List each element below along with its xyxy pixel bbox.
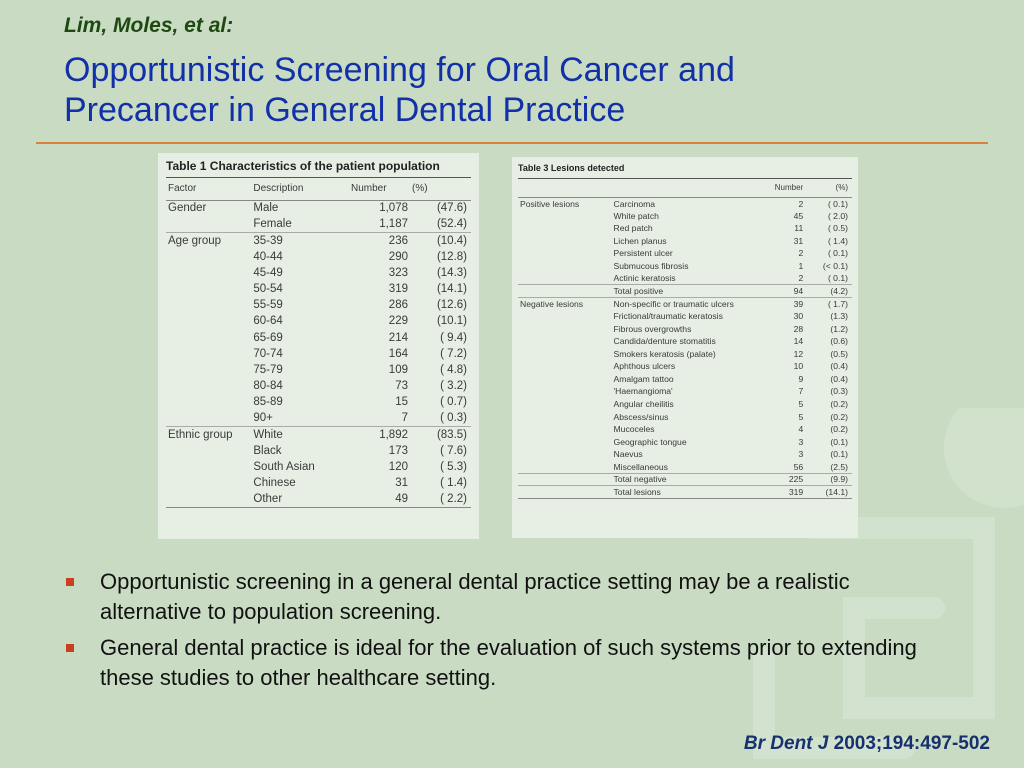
cell-percent: (0.1): [830, 436, 848, 447]
cell-number: 7: [798, 386, 804, 397]
bullet-text: General dental practice is ideal for the evaluation of such systems prior to extending these studies to other healthcare setting.: [100, 635, 917, 690]
cell-label: 55-59: [253, 299, 283, 312]
cell-number: 12: [793, 348, 804, 359]
cell-number: 5: [798, 399, 804, 410]
table-1-caption: Table 1 Characteristics of the patient population: [166, 159, 471, 178]
table-row: [518, 423, 852, 436]
cell-category: Age group: [166, 232, 251, 248]
cell-percent: (14.1): [805, 486, 852, 499]
cell-number: 229: [388, 315, 408, 328]
cell-category: [518, 373, 612, 386]
title-line-1: Opportunistic Screening for Oral Cancer and: [64, 51, 735, 89]
table-3-header-category: [518, 179, 612, 197]
cell-percent: (47.6): [436, 202, 467, 215]
cell-number: 236: [349, 232, 410, 248]
table-row: [518, 360, 852, 373]
cell-category: [166, 265, 251, 281]
table-1: [166, 178, 471, 508]
cell-number: 1: [798, 261, 804, 271]
cell-percent: (0.1): [830, 449, 848, 460]
cell-label: Female: [253, 218, 292, 231]
cell-category: [166, 313, 251, 329]
cell-label: 60-64: [253, 315, 283, 328]
cell-category: [518, 460, 612, 473]
cell-category: [518, 335, 612, 348]
cell-percent: ( 9.4): [440, 331, 467, 344]
cell-label: Carcinoma: [613, 198, 656, 209]
cell-category: [518, 385, 612, 398]
cell-number: 49: [395, 493, 408, 506]
cell-category: [166, 378, 251, 394]
cell-number: 31: [793, 235, 804, 246]
cell-number: 45: [793, 210, 804, 221]
cell-number: 120: [388, 461, 408, 474]
cell-label: Aphthous ulcers: [613, 361, 676, 372]
table-row: [518, 222, 852, 235]
cell-number: 319: [388, 283, 408, 296]
title-divider: [36, 142, 988, 144]
cell-label: 'Haemangioma': [613, 386, 673, 397]
table-1-header-number: Number: [349, 178, 410, 200]
cell-number: 109: [388, 363, 408, 376]
cell-percent: ( 1.7): [805, 297, 852, 310]
table-1-header-row: [166, 178, 471, 200]
table-row: [166, 281, 471, 297]
cell-label: Non-specific or traumatic ulcers: [612, 297, 766, 310]
cell-category: [518, 247, 612, 260]
table-3: [518, 179, 852, 499]
cell-percent: ( 1.4): [827, 235, 848, 246]
cell-number: 56: [793, 461, 804, 472]
table-row: [166, 410, 471, 426]
cell-number: 286: [388, 299, 408, 312]
cell-percent: (0.4): [830, 361, 848, 372]
bullet-square-icon: [66, 644, 74, 652]
table-row: [518, 335, 852, 348]
cell-percent: (0.2): [830, 411, 848, 422]
cell-number: 73: [395, 380, 408, 393]
table-row: [518, 310, 852, 323]
table-row: [166, 443, 471, 459]
cell-label: 70-74: [253, 347, 283, 360]
table-row: [166, 200, 471, 216]
cell-number: 2: [798, 248, 804, 259]
cell-category: [518, 473, 612, 486]
table-row: [166, 346, 471, 362]
cell-label: White patch: [613, 210, 659, 221]
cell-number: 5: [798, 411, 804, 422]
cell-percent: (83.5): [410, 427, 471, 443]
cell-percent: (10.1): [436, 315, 467, 328]
cell-category: [518, 322, 612, 335]
cell-label: White: [251, 427, 349, 443]
table-row: [518, 260, 852, 273]
cell-number: 14: [793, 336, 804, 347]
cell-percent: ( 7.6): [440, 444, 467, 457]
cell-percent: ( 0.7): [440, 396, 467, 409]
cell-label: Actinic keratosis: [613, 273, 676, 284]
table-row: [166, 313, 471, 329]
cell-category: [518, 435, 612, 448]
authors: Lim, Moles, et al:: [64, 14, 234, 37]
title-line-2: Precancer in General Dental Practice: [64, 91, 626, 129]
cell-category: [166, 346, 251, 362]
cell-percent: ( 5.3): [440, 461, 467, 474]
cell-label: Amalgam tattoo: [613, 373, 674, 384]
cell-label: Male: [253, 202, 279, 215]
cell-category: [166, 459, 251, 475]
cell-label: Submucous fibrosis: [613, 261, 689, 271]
cell-percent: (12.6): [436, 299, 467, 312]
cell-percent: (12.8): [436, 250, 467, 263]
table-row: [166, 459, 471, 475]
slide-title: [64, 50, 924, 130]
cell-number: 15: [395, 396, 408, 409]
bullet-item: [64, 633, 954, 693]
cell-percent: ( 7.2): [440, 347, 467, 360]
table-row: [518, 197, 852, 210]
cell-number: 290: [388, 250, 408, 263]
table-1-image: [158, 153, 479, 539]
cell-label: Fibrous overgrowths: [613, 323, 692, 334]
cell-category: [518, 285, 612, 298]
cell-category: [166, 249, 251, 265]
cell-number: 323: [388, 266, 408, 279]
cell-category: [518, 448, 612, 461]
table-row: [518, 373, 852, 386]
cell-label: 65-69: [253, 331, 283, 344]
cell-percent: (14.1): [436, 283, 467, 296]
cell-label: Persistent ulcer: [613, 248, 673, 259]
cell-label: 90+: [253, 412, 273, 425]
bullet-item: [64, 567, 954, 627]
cell-percent: ( 1.4): [440, 477, 467, 490]
cell-category: Negative lesions: [518, 297, 612, 310]
cell-number: 2: [798, 198, 804, 209]
table-row: [518, 297, 852, 310]
table-row: [518, 398, 852, 411]
cell-percent: (0.4): [830, 373, 848, 384]
table-row: [518, 460, 852, 473]
table-row: [518, 410, 852, 423]
cell-number: 31: [395, 477, 408, 490]
cell-percent: ( 0.5): [827, 223, 848, 234]
cell-number: 319: [765, 486, 805, 499]
cell-category: [166, 297, 251, 313]
cell-label: Miscellaneous: [613, 461, 668, 472]
cell-number: 164: [388, 347, 408, 360]
cell-number: 1,187: [379, 218, 408, 231]
cell-number: 2: [798, 273, 804, 284]
cell-number: 4: [798, 424, 804, 435]
cell-percent: (14.3): [436, 266, 467, 279]
cell-label: Smokers keratosis (palate): [613, 348, 716, 359]
table-3-image: [512, 157, 858, 538]
cell-label: Total negative: [612, 473, 766, 486]
table-row: [166, 362, 471, 378]
cell-number: 94: [765, 285, 805, 298]
cell-number: 39: [765, 297, 805, 310]
table-row: [518, 348, 852, 361]
cell-percent: ( 0.3): [440, 412, 467, 425]
cell-percent: (0.2): [830, 399, 848, 410]
citation-journal: Br Dent J: [743, 733, 829, 754]
cell-label: 35-39: [251, 232, 349, 248]
cell-label: 40-44: [253, 250, 283, 263]
cell-label: Angular cheilitis: [613, 399, 674, 410]
cell-category: [166, 410, 251, 426]
cell-label: Red patch: [613, 223, 653, 234]
cell-category: Positive lesions: [520, 198, 580, 209]
cell-percent: (0.5): [830, 348, 848, 359]
cell-category: [518, 360, 612, 373]
cell-percent: (0.6): [830, 336, 848, 347]
cell-number: 225: [765, 473, 805, 486]
cell-number: 30: [793, 311, 804, 322]
table-row: [518, 473, 852, 486]
table-row: [166, 216, 471, 232]
citation: [744, 733, 990, 755]
table-1-body: [166, 200, 471, 508]
table-row: [166, 265, 471, 281]
cell-category: [518, 235, 612, 248]
table-row: [518, 235, 852, 248]
cell-number: 9: [798, 373, 804, 384]
table-3-header-number: Number: [765, 179, 805, 197]
cell-percent: (0.3): [830, 386, 848, 397]
table-row: [518, 285, 852, 298]
table-3-body: [518, 197, 852, 498]
table-row: [166, 232, 471, 248]
table-3-header-pct: (%): [805, 179, 852, 197]
cell-category: [518, 423, 612, 436]
table-row: [518, 247, 852, 260]
cell-label: South Asian: [253, 461, 315, 474]
table-row: [166, 249, 471, 265]
cell-category: [166, 394, 251, 410]
table-row: [518, 435, 852, 448]
cell-number: 7: [401, 412, 408, 425]
cell-number: 28: [793, 323, 804, 334]
bullet-list: [64, 567, 954, 699]
table-3-header-lesion: [612, 179, 766, 197]
table-row: [518, 385, 852, 398]
cell-category: [166, 330, 251, 346]
cell-percent: ( 4.8): [440, 363, 467, 376]
cell-category: [518, 210, 612, 223]
cell-percent: ( 0.1): [827, 248, 848, 259]
cell-category: [518, 486, 612, 499]
cell-category: [518, 310, 612, 323]
table-row: [518, 448, 852, 461]
cell-number: 3: [798, 436, 804, 447]
bullet-text: Opportunistic screening in a general dental practice setting may be a realistic alternative to population screening.: [100, 569, 850, 624]
cell-number: 214: [388, 331, 408, 344]
cell-percent: (10.4): [410, 232, 471, 248]
cell-number: 1,892: [349, 427, 410, 443]
cell-percent: ( 2.0): [827, 210, 848, 221]
table-row: [518, 322, 852, 335]
cell-category: [518, 272, 612, 285]
table-row: [518, 210, 852, 223]
cell-label: 85-89: [253, 396, 283, 409]
table-row: [166, 330, 471, 346]
cell-percent: (9.9): [805, 473, 852, 486]
cell-label: Geographic tongue: [613, 436, 687, 447]
table-3-caption: Table 3 Lesions detected: [518, 163, 852, 179]
cell-category: [166, 362, 251, 378]
table-row: [166, 427, 471, 443]
table-row: [166, 475, 471, 491]
cell-label: Other: [253, 493, 283, 506]
cell-label: 80-84: [253, 380, 283, 393]
table-row: [166, 297, 471, 313]
cell-category: [518, 260, 612, 273]
table-1-header-pct: (%): [410, 178, 471, 200]
cell-label: Abscess/sinus: [613, 411, 669, 422]
cell-percent: ( 3.2): [440, 380, 467, 393]
cell-number: 11: [794, 223, 804, 234]
cell-label: Naevus: [613, 449, 643, 460]
cell-category: [166, 475, 251, 491]
cell-percent: (52.4): [436, 218, 467, 231]
table-row: [518, 486, 852, 499]
table-row: [166, 378, 471, 394]
cell-number: 3: [798, 449, 804, 460]
cell-label: 50-54: [253, 283, 283, 296]
table-row: [518, 272, 852, 285]
cell-percent: (1.3): [830, 311, 848, 322]
cell-number: 1,078: [379, 202, 408, 215]
cell-percent: (1.2): [830, 323, 848, 334]
table-1-header-description: Description: [251, 178, 349, 200]
cell-number: 173: [388, 444, 408, 457]
cell-label: Lichen planus: [613, 235, 667, 246]
cell-label: Black: [253, 444, 282, 457]
cell-label: 45-49: [253, 266, 283, 279]
cell-percent: (4.2): [805, 285, 852, 298]
cell-label: Frictional/traumatic keratosis: [613, 311, 723, 322]
cell-category: [518, 348, 612, 361]
cell-category: [518, 410, 612, 423]
table-1-header-factor: Factor: [166, 178, 251, 200]
cell-percent: (2.5): [830, 461, 848, 472]
cell-category: Ethnic group: [166, 427, 251, 443]
cell-category: [166, 281, 251, 297]
cell-category: [166, 216, 251, 232]
bullet-square-icon: [66, 578, 74, 586]
cell-category: Gender: [168, 202, 207, 215]
cell-label: Chinese: [253, 477, 296, 490]
cell-label: Total lesions: [612, 486, 766, 499]
cell-percent: ( 0.1): [827, 273, 848, 284]
cell-percent: (< 0.1): [822, 261, 848, 271]
table-row: [166, 491, 471, 507]
cell-label: Candida/denture stomatitis: [613, 336, 716, 347]
cell-percent: ( 0.1): [827, 198, 848, 209]
cell-label: 75-79: [253, 363, 283, 376]
citation-reference: 2003;194:497-502: [828, 733, 990, 754]
cell-category: [166, 491, 251, 507]
cell-category: [166, 443, 251, 459]
table-row: [166, 394, 471, 410]
table-3-header-row: [518, 179, 852, 197]
cell-label: Total positive: [612, 285, 766, 298]
cell-label: Mucoceles: [613, 424, 655, 435]
cell-percent: (0.2): [830, 424, 848, 435]
cell-category: [518, 222, 612, 235]
cell-number: 10: [793, 361, 804, 372]
cell-category: [518, 398, 612, 411]
cell-percent: ( 2.2): [440, 493, 467, 506]
